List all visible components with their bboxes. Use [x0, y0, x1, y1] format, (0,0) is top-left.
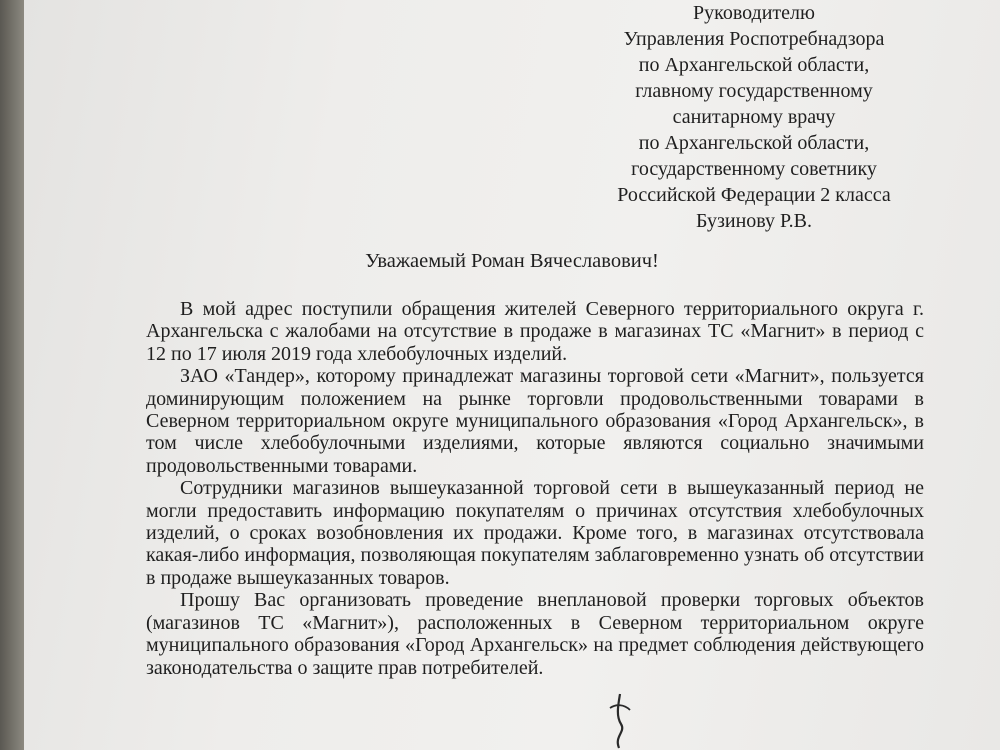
- paragraph: В мой адрес поступили обращения жителей Северного территориального округа г. Архангельска с жалобами на отсутствие в продаже в магазинах ТС «Магнит» в период с 12 по 17 июля 2019 года хлебобулочных изделий.: [146, 298, 924, 365]
- addressee-line: по Архангельской области,: [638, 132, 870, 154]
- addressee-line: Российской Федерации 2 класса: [617, 184, 891, 206]
- addressee-block: [544, 0, 964, 234]
- paragraph: ЗАО «Тандер», которому принадлежат магазины торговой сети «Магнит», пользуется доминирующим положением на рынке торговли продовольственными товарами в Северном территориальном округе муниципального образования «Город Архангельск», в том числе хлебобулочными изделиями, которые являются социально значимыми продовольственными товарами.: [146, 365, 924, 477]
- letter-page: [24, 0, 1000, 750]
- addressee-line: Управления Роспотребнадзора: [623, 28, 885, 50]
- background-edge: [0, 0, 24, 750]
- addressee-line: по Архангельской области,: [638, 54, 870, 76]
- addressee-line: главному государственному: [635, 80, 873, 102]
- addressee-line: Бузинову Р.В.: [695, 210, 812, 232]
- salutation: Уважаемый Роман Вячеславович!: [365, 250, 659, 272]
- paragraph: Сотрудники магазинов вышеуказанной торговой сети в вышеуказанный период не могли предоставить информацию покупателям о причинах отсутствия хлебобулочных изделий, о сроках возобновления их продажи. Кроме того, в магазинах отсутствовала какая-либо информация, позволяющая покупателям заблаговременно узнать об отсутствии в продаже вышеуказанных товаров.: [146, 477, 924, 589]
- addressee-line: государственному советнику: [631, 158, 877, 180]
- addressee-line: санитарному врачу: [672, 106, 836, 128]
- letter-body: [146, 298, 924, 679]
- signature-stroke: [590, 692, 650, 750]
- addressee-line: Руководителю: [693, 2, 815, 24]
- paragraph: Прошу Вас организовать проведение внеплановой проверки торговых объектов (магазинов ТС «Магнит»), расположенных в Северном территориальном округе муниципального образования «Город Архангельск» на предмет соблюдения действующего законодательства о защите прав потребителей.: [146, 589, 924, 679]
